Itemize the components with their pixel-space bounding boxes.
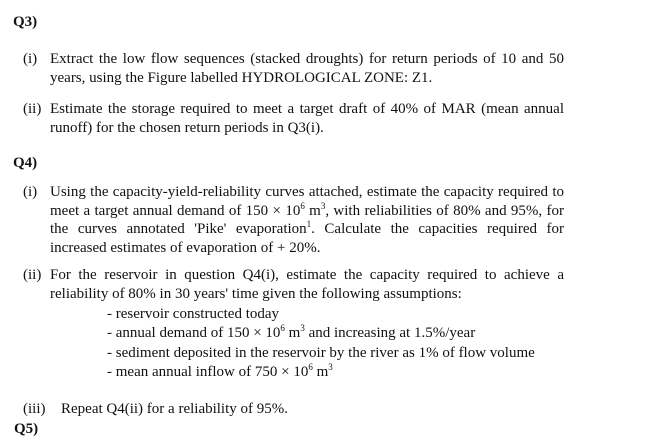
assumption-bullet-4 [107,363,333,381]
assumption-bullet-3 [107,344,535,362]
q4-item-i-text-part4: . Calculate the capacities required for increased estimates of evaporation of + 20%. [50,221,564,256]
q4-item-i-text-part3: , with reliabilities of 80% and 95%, for the curves annotated 'Pike' evaporation [50,202,565,238]
assumption-1-text: - reservoir constructed today [107,306,280,322]
superscript-6: 6 [280,323,285,333]
superscript-6: 6 [300,200,305,211]
assumption-bullet-1 [107,305,279,323]
assumption-2-text-pre: - annual demand of 150 × 10 [107,325,281,341]
superscript-3: 3 [300,323,305,333]
q4-item-i-text-part2: m [304,202,321,219]
footnote-marker-1: 1 [306,219,312,230]
superscript-6: 6 [308,362,313,372]
q3-heading: Q3) [13,14,38,30]
q4-heading: Q4) [13,155,38,171]
q4-item-ii-number: (ii) [23,267,42,283]
q3-item-i-number: (i) [23,51,38,67]
q4-item-i-number: (i) [23,184,38,200]
q4-item-iii-number: (iii) [23,401,46,417]
assumption-4-text-pre: - mean annual inflow of 750 × 10 [107,364,309,380]
q4-item-i-text-part1: Using the capacity-yield-reliability curves attached, estimate the capacity required to meet a target annual demand of 150 × 10 [50,184,564,219]
assumption-2-text-unit: m [284,325,301,341]
assumption-4-text-unit: m [312,364,329,380]
assumption-bullet-2 [107,324,475,342]
q3-item-i-text: Extract the low flow sequences (stacked droughts) for return periods of 10 and 50 years, using the Figure labelled HYDROLOGICAL ZONE: Z1. [50,51,564,86]
q3-item-ii-text: Estimate the storage required to meet a target draft of 40% of MAR (mean annual runoff) for the chosen return periods in Q3(i). [50,101,564,136]
assumption-3-text: - sediment deposited in the reservoir by the river as 1% of flow volume [107,345,535,361]
superscript-3: 3 [320,200,326,211]
q5-heading-partial: Q5) [14,421,39,437]
superscript-3: 3 [328,362,333,372]
q3-item-ii-number: (ii) [23,101,42,117]
q4-item-iii-text: Repeat Q4(ii) for a reliability of 95%. [61,401,289,417]
assumption-2-text-post: and increasing at 1.5%/year [304,325,476,341]
q4-item-ii-text: For the reservoir in question Q4(i), estimate the capacity required to achieve a reliability of 80% in 30 years' time given the following assumptions: [50,267,564,302]
q4-item-i-text [50,183,564,257]
